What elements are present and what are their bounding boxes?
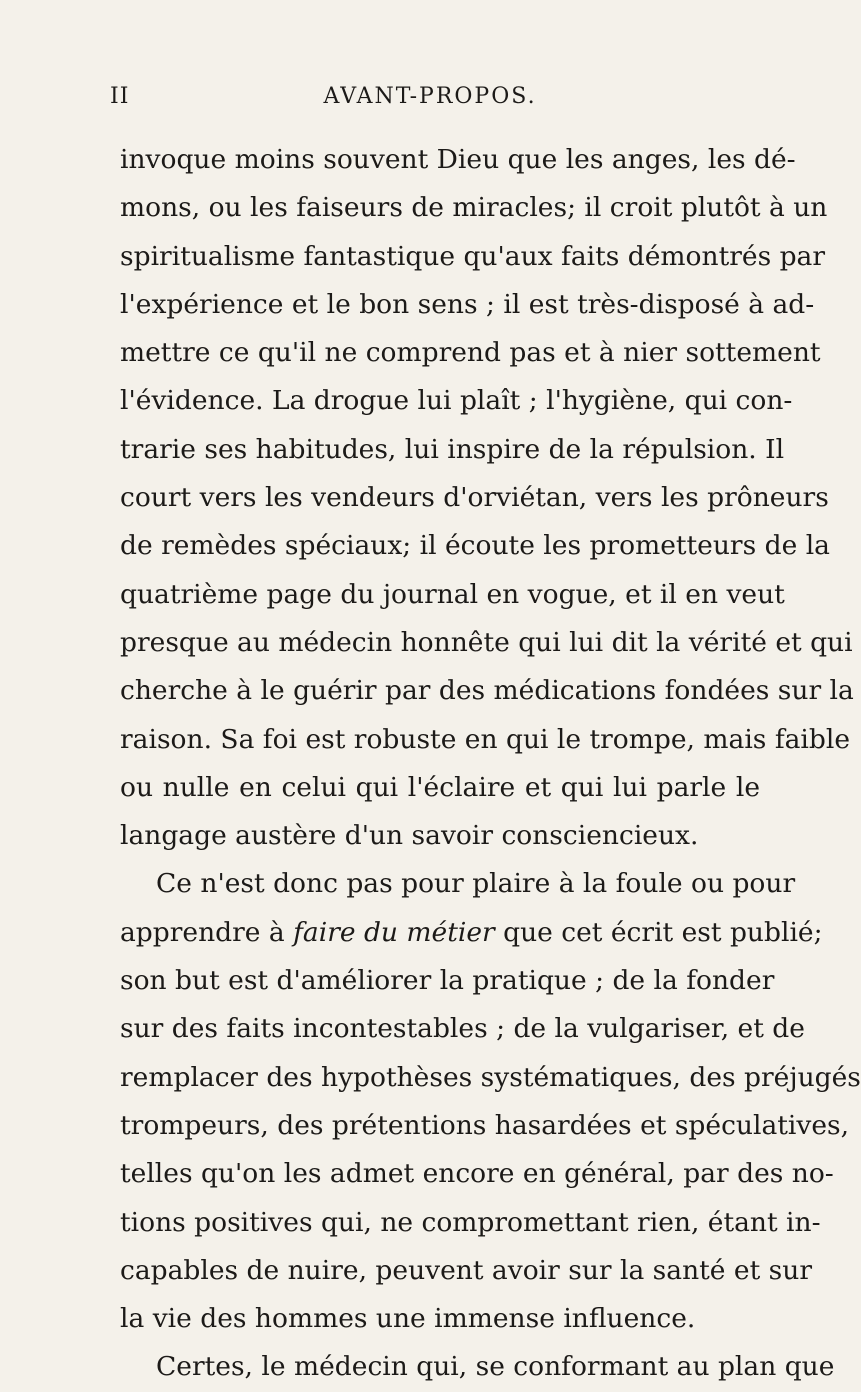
text-line: telles qu'on les admet encore en général, par des no- [120, 1158, 834, 1190]
running-head [110, 82, 750, 112]
text-line: spiritualisme fantastique qu'aux faits démontrés par [120, 240, 826, 272]
text-line: trarie ses habitudes, lui inspire de la répulsion. Il [120, 433, 785, 465]
text-line: mons, ou les faiseurs de miracles; il croit plutôt à un [120, 192, 828, 224]
text-line: l'évidence. La drogue lui plaît ; l'hygiène, qui con- [120, 385, 793, 417]
text-line: son but est d'améliorer la pratique ; de la fonder [120, 965, 775, 997]
text-line: raison. Sa foi est robuste en qui le trompe, mais faible [120, 723, 851, 755]
body-text [120, 136, 861, 1392]
running-title: AVANT-PROPOS. [323, 84, 537, 109]
text-segment: apprendre à [120, 916, 294, 948]
text-line: trompeurs, des prétentions hasardées et spéculatives, [120, 1109, 850, 1141]
text-line: mettre ce qu'il ne comprend pas et à nier sottement [120, 337, 821, 369]
text-line: cherche à le guérir par des médications fondées sur la [120, 675, 854, 707]
text-line: presque au médecin honnête qui lui dit la vérité et qui [120, 626, 853, 658]
italic-phrase: faire du métier [293, 916, 495, 948]
text-line: court vers les vendeurs d'orviétan, vers les prôneurs [120, 482, 829, 514]
text-line: remplacer des hypothèses systématiques, des préjugés [120, 1061, 861, 1093]
text-segment: que cet écrit est publié; [494, 916, 823, 948]
text-line-with-italic [120, 909, 823, 957]
text-line: ou nulle en celui qui l'éclaire et qui lui parle le [120, 771, 760, 803]
text-line: quatrième page du journal en vogue, et il en veut [120, 578, 785, 610]
text-line-paragraph-end: langage austère d'un savoir consciencieux. [120, 820, 699, 852]
page-number: II [110, 84, 130, 109]
text-line: de remèdes spéciaux; il écoute les prometteurs de la [120, 530, 830, 562]
text-line: l'expérience et le bon sens ; il est très-disposé à ad- [120, 288, 815, 320]
text-line-paragraph-end: la vie des hommes une immense influence. [120, 1303, 696, 1335]
text-line-paragraph-start: Certes, le médecin qui, se conformant au plan que [156, 1351, 835, 1383]
text-line: sur des faits incontestables ; de la vulgariser, et de [120, 1013, 805, 1045]
text-line-paragraph-start: Ce n'est donc pas pour plaire à la foule ou pour [156, 868, 796, 900]
text-line: invoque moins souvent Dieu que les anges, les dé- [120, 144, 796, 175]
text-line: capables de nuire, peuvent avoir sur la santé et sur [120, 1254, 812, 1286]
text-line: tions positives qui, ne compromettant rien, étant in- [120, 1206, 821, 1238]
